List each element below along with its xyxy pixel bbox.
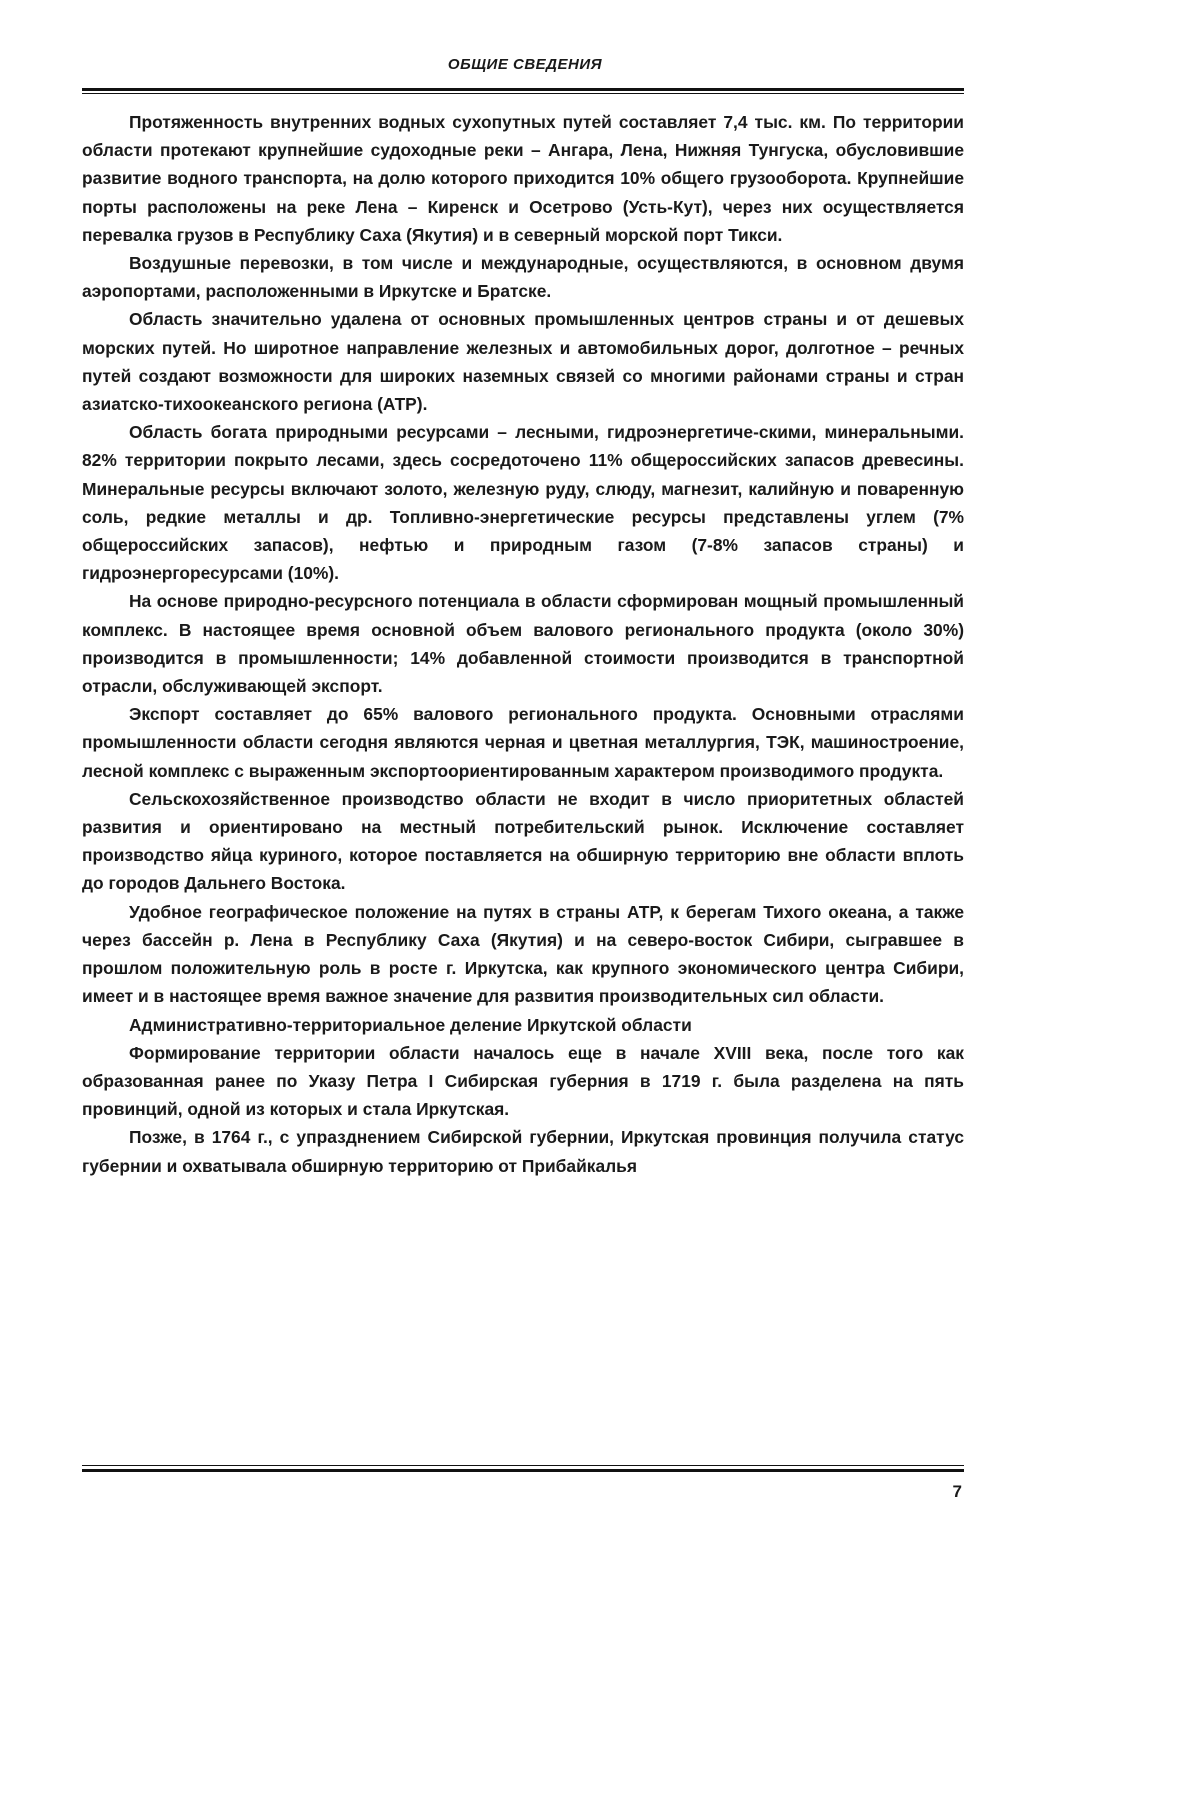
paragraph: Экспорт составляет до 65% валового регионального продукта. Основными отраслями промышленности области сегодня являются черная и цветная металлургия, ТЭК, машиностроение, лесной комплекс с выраженным экспортоориентированным характером производимого продукта. [82,704,964,781]
running-header: ОБЩИЕ СВЕДЕНИЯ [447,56,603,73]
header-rule-thin [82,93,964,94]
body-text [82,108,964,1180]
footer-rule-thick [82,1469,964,1472]
page-number: 7 [952,1482,962,1501]
paragraph: Область значительно удалена от основных промышленных центров страны и от дешевых морских путей. Но широтное направление железных и автомобильных дорог, долготное – речных путей создают возможности для широких наземных связей со многими районами страны и стран азиатско-тихоокеанского региона (АТР). [82,309,964,415]
paragraph: Область богата природными ресурсами – лесными, гидроэнергетиче-скими, минеральными. 82% территории покрыто лесами, здесь сосредоточено 11% общероссийских запасов древесины. Минеральные ресурсы включают золото, железную руду, слюду, магнезит, калийную и поваренную соль, редкие металлы и др. Топливно-энергетические ресурсы представлены углем (7% общероссийских запасов), нефтью и природным газом (7-8% запасов страны) и гидроэнергоресурсами (10%). [82,422,964,584]
paragraph: Сельскохозяйственное производство области не входит в число приоритетных областей развития и ориентировано на местный потребительский рынок. Исключение составляет производство яйца куриного, которое поставляется на обширную территорию вне области вплоть до городов Дальнего Востока. [82,788,964,894]
paragraph: Позже, в 1764 г., с упразднением Сибирской губернии, Иркутская провинция получила статус губернии и охватывала обширную территорию от Прибайкалья [82,1127,964,1176]
header-rule-thick [82,88,964,91]
section-heading: Административно-территориальное деление Иркутской области [129,1014,692,1035]
footer-rule-thin [82,1465,964,1466]
paragraph: Удобное географическое положение на путях в страны АТР, к берегам Тихого океана, а также через бассейн р. Лена в Республику Саха (Якутия) и на северо-восток Сибири, сыгравшее в прошлом положительную роль в росте г. Иркутска, как крупного экономического центра Сибири, имеет и в настоящее время важное значение для развития производительных сил области. [82,901,964,1007]
paragraph: Формирование территории области началось еще в начале XVIII века, после того как образованная ранее по Указу Петра I Сибирская губерния в 1719 г. была разделена на пять провинций, одной из которых и стала Иркутская. [82,1042,964,1120]
paragraph: Воздушные перевозки, в том числе и международные, осуществляются, в основном двумя аэропортами, расположенными в Иркутске и Братске. [82,253,964,302]
paragraph: На основе природно-ресурсного потенциала в области сформирован мощный промышленный комплекс. В настоящее время основной объем валового регионального продукта (около 30%) производится в промышленности; 14% добавленной стоимости производится в транспортной отрасли, обслуживающей экспорт. [82,591,964,697]
paragraph: Протяженность внутренних водных сухопутных путей составляет 7,4 тыс. км. По территории области протекают крупнейшие судоходные реки – Ангара, Лена, Нижняя Тунгуска, обусловившие развитие водного транспорта, на долю которого приходится 10% общего грузооборота. Крупнейшие порты расположены на реке Лена – Киренск и Осетрово (Усть-Кут), через них осуществляется перевалка грузов в Республику Саха (Якутия) и в северный морской порт Тикси. [82,112,964,245]
